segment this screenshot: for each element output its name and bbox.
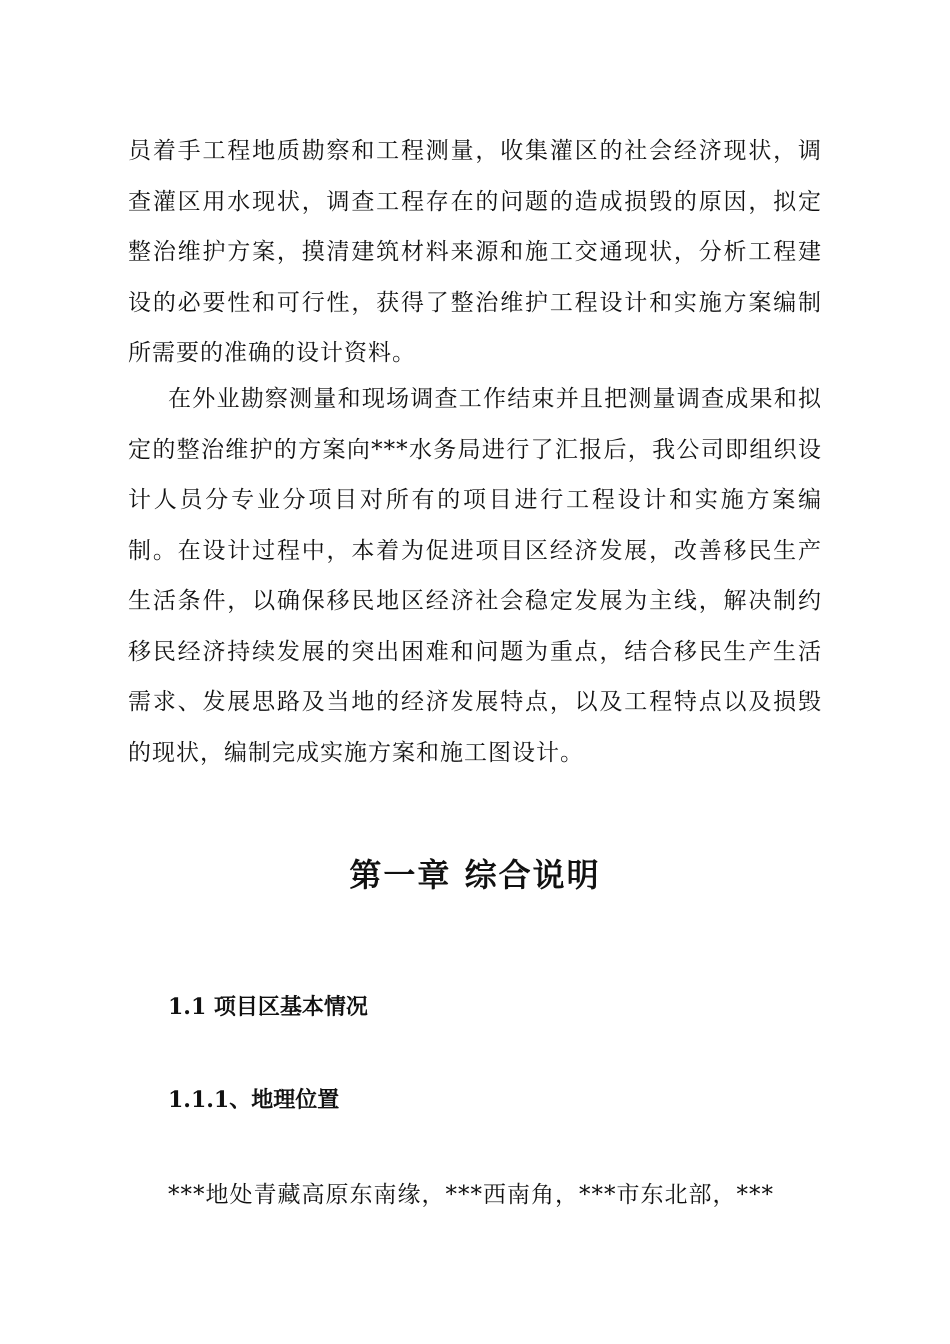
section-heading-1-1-1: 1.1.1、地理位置 xyxy=(168,1087,340,1113)
section-heading-1-1: 1.1 项目区基本情况 xyxy=(168,994,368,1020)
body-paragraph-1: 员着手工程地质勘察和工程测量，收集灌区的社会经济现状，调查灌区用水现状，调查工程存在的问题的造成损毁的原因，拟定整治维护方案，摸清建筑材料来源和施工交通现状，分析工程建设的必要性和可行性，获得了整治维护工程设计和实施方案编制所需要的准确的设计资料。 xyxy=(128,138,822,366)
body-paragraph-2: 在外业勘察测量和现场调查工作结束并且把测量调查成果和拟定的整治维护的方案向***水务局进行了汇报后，我公司即组织设计人员分专业分项目对所有的项目进行工程设计和实施方案编制。在设计过程中，本着为促进项目区经济发展，改善移民生产生活条件，以确保移民地区经济社会稳定发展为主线，解决制约移民经济持续发展的突出困难和问题为重点，结合移民生产生活需求、发展思路及当地的经济发展特点，以及工程特点以及损毁的现状，编制完成实施方案和施工图设计。 xyxy=(128,386,822,766)
chapter-title: 第一章 综合说明 xyxy=(349,856,601,894)
body-paragraph-3: ***地处青藏高原东南缘，***西南角，***市东北部，*** xyxy=(168,1182,774,1208)
